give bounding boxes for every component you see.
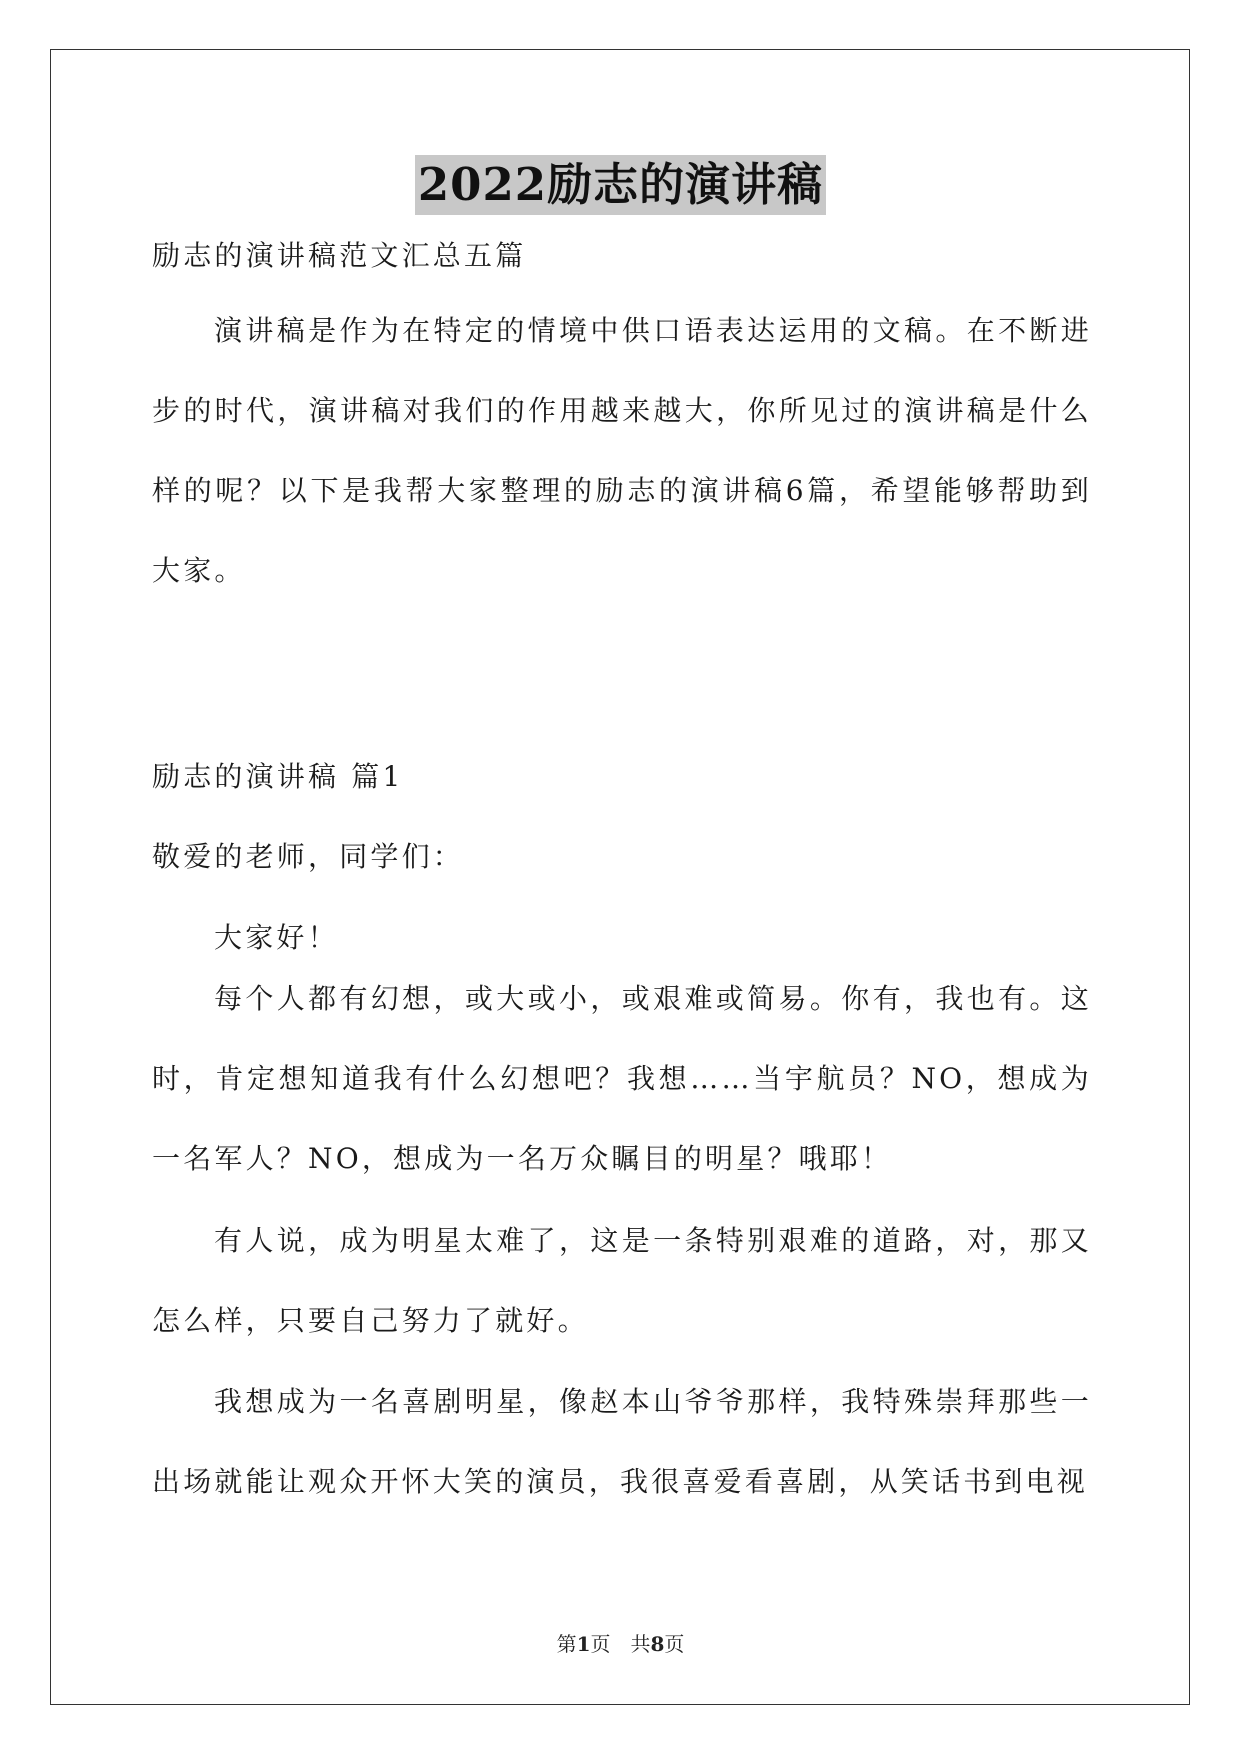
footer-page-suffix: 页 — [664, 1632, 685, 1656]
footer-page-current: 1 — [576, 1632, 591, 1656]
title-container — [0, 155, 1241, 215]
section-heading: 励志的演讲稿 篇1 — [152, 760, 404, 793]
document-title: 2022励志的演讲稿 — [415, 155, 826, 215]
footer-page-prefix: 第 — [556, 1632, 577, 1656]
body-paragraph-1: 每个人都有幻想，或大或小，或艰难或简易。你有，我也有。这时，肯定想知道我有什么幻想吧？我想……当宇航员？NO，想成为一名军人？NO，想成为一名万众瞩目的明星？哦耶！ — [152, 982, 1092, 1175]
page-footer — [0, 1628, 1241, 1657]
intro-paragraph: 演讲稿是作为在特定的情境中供口语表达运用的文稿。在不断进步的时代，演讲稿对我们的作用越来越大，你所见过的演讲稿是什么样的呢？以下是我帮大家整理的励志的演讲稿6篇，希望能够帮助到大家。 — [152, 314, 1092, 587]
document-subtitle: 励志的演讲稿范文汇总五篇 — [152, 239, 527, 272]
salutation: 敬爱的老师，同学们： — [152, 840, 465, 873]
body-paragraph-2: 有人说，成为明星太难了，这是一条特别艰难的道路，对，那又怎么样，只要自己努力了就好。 — [152, 1224, 1092, 1337]
greeting: 大家好！ — [214, 921, 339, 954]
body-paragraph-3: 我想成为一名喜剧明星，像赵本山爷爷那样，我特殊崇拜那些一出场就能让观众开怀大笑的演员，我很喜爱看喜剧，从笑话书到电视 — [152, 1385, 1092, 1498]
footer-page-mid: 页 共 — [590, 1632, 651, 1656]
footer-page-total: 8 — [650, 1632, 665, 1656]
